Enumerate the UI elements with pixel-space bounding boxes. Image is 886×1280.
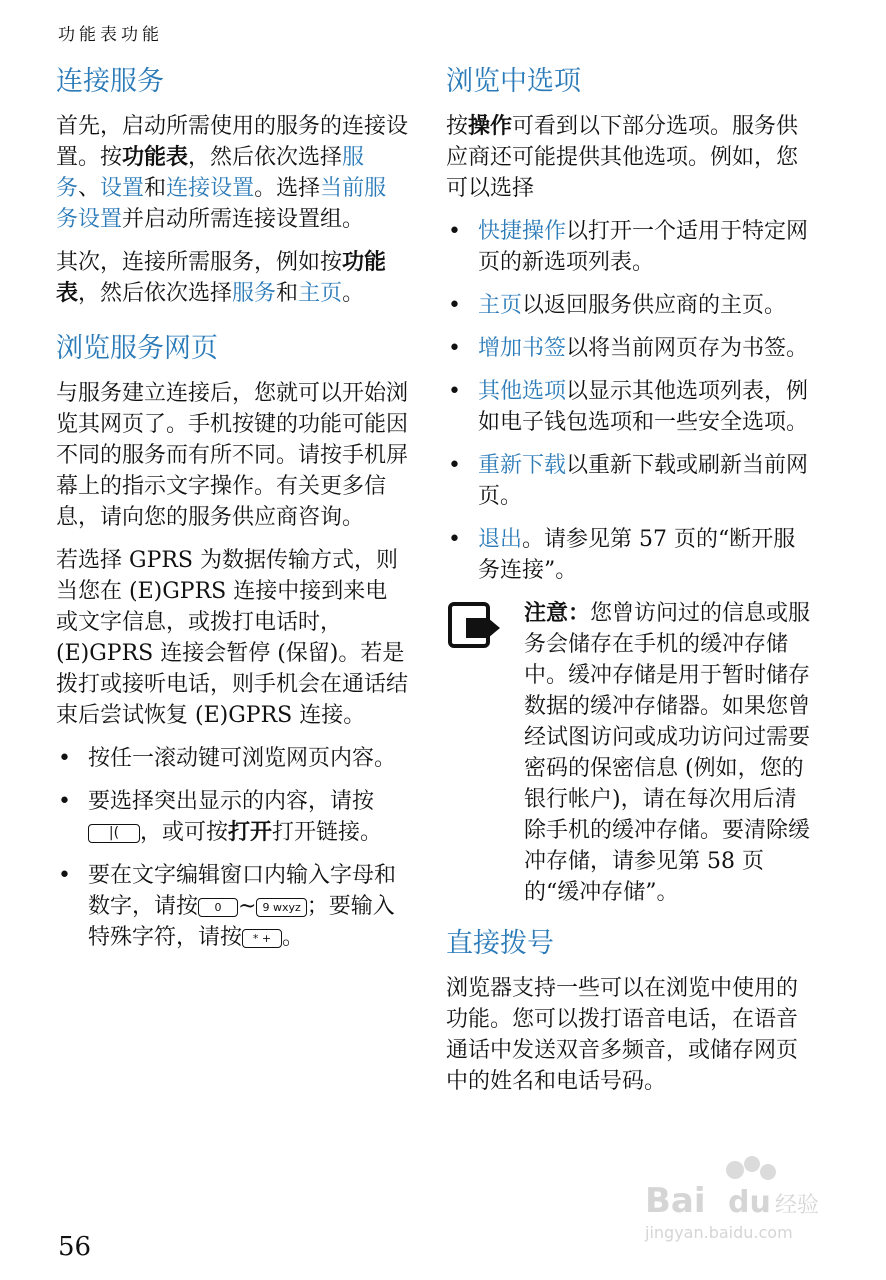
text: 首先，启动所需使用的服务的连接设置。按 xyxy=(56,114,409,171)
svg-text:jingyan.baidu.com: jingyan.baidu.com xyxy=(645,1223,793,1242)
options-list xyxy=(446,216,816,586)
list-item xyxy=(446,376,816,438)
bullet-icon: • xyxy=(448,379,461,405)
link-homepage[interactable]: 主页 xyxy=(478,293,523,319)
baidu-watermark-logo xyxy=(640,1150,830,1250)
right-column xyxy=(446,64,816,1109)
menu-term: 打开 xyxy=(228,819,273,846)
bullet-icon: • xyxy=(448,527,461,553)
bullet-icon: • xyxy=(448,293,461,319)
note-box xyxy=(446,598,816,908)
text: 以显示其他选项列表，例如电子钱包选项和一些安全选项。 xyxy=(478,379,809,436)
text: 、 xyxy=(78,176,101,202)
text: ，然后依次选择 xyxy=(78,281,233,307)
text: 可看到以下部分选项。服务供应商还可能提供其他选项。例如，您可以选择 xyxy=(446,114,799,202)
section-title-browse-pages: 浏览服务网页 xyxy=(56,333,218,365)
link-services[interactable]: 服务 xyxy=(232,281,277,307)
list-item xyxy=(56,743,408,774)
list-item xyxy=(446,333,816,364)
svg-text:Bai: Bai xyxy=(645,1181,706,1221)
text: ，然后依次选择 xyxy=(188,145,343,171)
note-hand-icon xyxy=(448,602,502,650)
bullet-icon: • xyxy=(58,746,71,772)
list-item xyxy=(446,450,816,512)
text: 您曾访问过的信息或服务会储存在手机的缓冲存储中。缓冲存储是用于暂时储存数据的缓冲存储器。如果您曾经试图访问或成功访问过需要密码的保密信息 (例如，您的银行帐户)，请在每次用后清除手机的缓冲存储。要清除缓冲存储，请参见第 58 页的“缓冲存储”。 xyxy=(524,601,811,906)
paragraph-connect-2 xyxy=(56,247,408,309)
section-title-direct-dial: 直接拨号 xyxy=(446,928,554,960)
bullet-icon: • xyxy=(448,336,461,362)
key-0-icon: 0 xyxy=(198,898,238,917)
key-star-icon: * + xyxy=(242,929,282,948)
paragraph-connect-1 xyxy=(56,111,408,235)
list-item xyxy=(446,290,816,321)
bullet-icon: • xyxy=(58,863,71,889)
text: 。 xyxy=(282,925,305,951)
running-header: 功能表功能 xyxy=(58,25,163,45)
key-9-icon: 9 wxyz xyxy=(256,898,306,917)
svg-text:经验: 经验 xyxy=(775,1193,820,1218)
link-current-service-settings[interactable]: 当前服务设置 xyxy=(56,176,387,233)
text: 以重新下载或刷新当前网页。 xyxy=(478,453,809,510)
text: 并启动所需连接设置组。 xyxy=(122,207,365,233)
paragraph-browse-1: 与服务建立连接后，您就可以开始浏览其网页了。手机按键的功能可能因不同的服务而有所不同。请按手机屏幕上的指示文字操作。有关更多信息，请向您的服务供应商咨询。 xyxy=(56,381,409,531)
text: 其次，连接所需服务，例如按 xyxy=(56,250,343,276)
list-item xyxy=(446,524,816,586)
link-connection-settings[interactable]: 连接设置 xyxy=(166,176,255,202)
link-settings[interactable]: 设置 xyxy=(100,176,145,202)
text: 。 xyxy=(342,281,365,307)
link-homepage[interactable]: 主页 xyxy=(298,281,343,307)
text: ，或可按 xyxy=(140,820,229,846)
text: 。选择 xyxy=(254,176,321,202)
text: 按任一滚动键可浏览网页内容。 xyxy=(88,746,397,772)
menu-term: 操作 xyxy=(468,113,513,140)
select-key-icon: |( xyxy=(88,824,140,843)
note-label: 注意： xyxy=(524,600,591,627)
text: 以打开一个适用于特定网页的新选项列表。 xyxy=(478,219,809,276)
browse-bullet-list xyxy=(56,743,408,953)
text: ~ xyxy=(238,894,257,920)
list-item xyxy=(446,216,816,278)
link-shortcuts[interactable]: 快捷操作 xyxy=(478,219,567,245)
text: 要在文字编辑窗口内输入字母和数字，请按 xyxy=(88,863,397,920)
link-add-bookmark[interactable]: 增加书签 xyxy=(478,336,567,362)
bullet-icon: • xyxy=(448,219,461,245)
link-reload[interactable]: 重新下载 xyxy=(478,453,567,479)
text: 和 xyxy=(276,281,299,307)
list-item xyxy=(56,786,408,848)
svg-text:du: du xyxy=(728,1185,771,1220)
left-column xyxy=(56,64,408,965)
menu-term: 功能表 xyxy=(122,144,189,171)
text: 和 xyxy=(144,176,167,202)
text: ；要输入特殊字符，请按 xyxy=(88,894,395,951)
page-number: 56 xyxy=(58,1232,92,1262)
list-item xyxy=(56,860,408,953)
link-exit[interactable]: 退出 xyxy=(478,527,523,553)
bullet-icon: • xyxy=(448,453,461,479)
text: 要选择突出显示的内容，请按 xyxy=(88,789,375,815)
text: 。请参见第 57 页的“断开服务连接”。 xyxy=(478,527,796,584)
note-text xyxy=(524,598,816,908)
paragraph-direct-dial: 浏览器支持一些可以在浏览中使用的功能。您可以拨打语音电话，在语音通话中发送双音多频音，或储存网页中的姓名和电话号码。 xyxy=(446,976,799,1095)
text: 按 xyxy=(446,114,469,140)
bullet-icon: • xyxy=(58,789,71,815)
text: 以返回服务供应商的主页。 xyxy=(522,293,787,319)
link-services[interactable]: 服务 xyxy=(56,145,365,202)
text: 打开链接。 xyxy=(272,820,383,846)
menu-term: 功能表 xyxy=(56,249,387,307)
link-other-options[interactable]: 其他选项 xyxy=(478,379,567,405)
paragraph-options-intro xyxy=(446,111,816,204)
section-title-browse-options: 浏览中选项 xyxy=(446,66,581,97)
section-title-connect-service: 连接服务 xyxy=(56,66,164,97)
paragraph-browse-2: 若选择 GPRS 为数据传输方式，则当您在 (E)GPRS 连接中接到来电或文字信息，或拨打电话时，(E)GPRS 连接会暂停 (保留)。若是拨打或接听电话，则手机会在通话结束后尝试恢复 (E)GPRS 连接。 xyxy=(56,548,409,729)
text: 以将当前网页存为书签。 xyxy=(566,336,809,362)
